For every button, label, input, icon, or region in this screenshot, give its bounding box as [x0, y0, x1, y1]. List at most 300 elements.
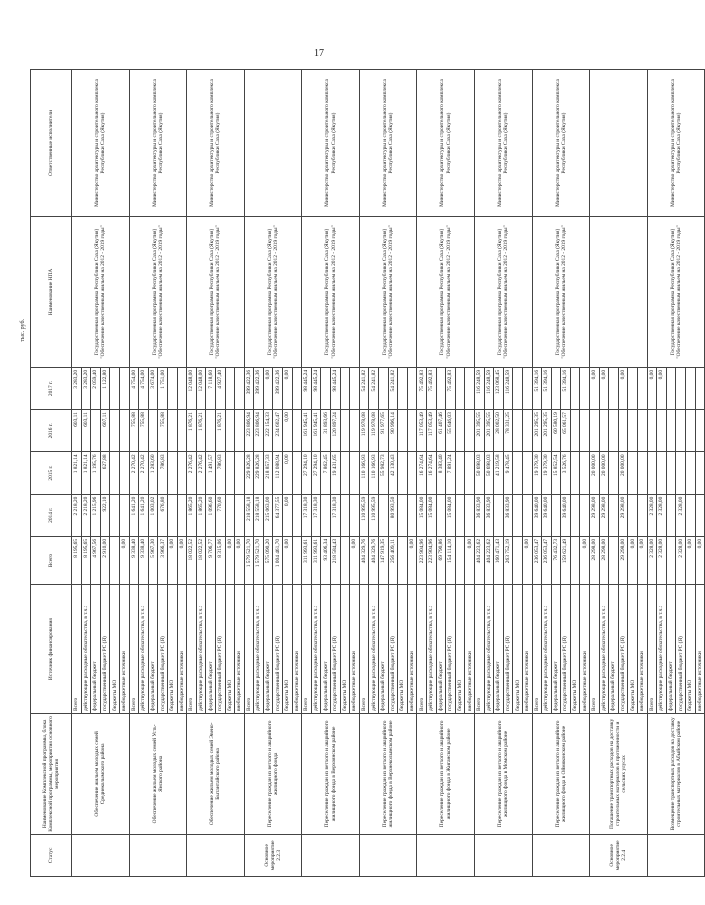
value-cell [321, 367, 331, 409]
source-cell: государственный бюджет РС (Я) [158, 585, 168, 714]
value-cell: 9 338,40 [129, 536, 139, 584]
value-cell [638, 494, 648, 536]
value-cell: 0,00 [283, 452, 293, 494]
value-cell [666, 410, 676, 452]
npa-cell: Государственная программа Республики Саха (Якутия) "Обеспечение качественным жильем на 2012 - 2019 годы" [532, 217, 590, 368]
value-cell: 78 331,25 [503, 410, 513, 452]
value-cell: 2 270,42 [129, 452, 139, 494]
source-cell: Всего [417, 585, 427, 714]
value-cell: 147 919,35 [379, 536, 389, 584]
value-cell: 218 558,18 [244, 494, 254, 536]
value-cell [609, 536, 619, 584]
value-cell [666, 367, 676, 409]
responsible-cell: Министерство архитектуры и строительного комплекса Республики Саха (Якутия) [474, 70, 532, 217]
status-cell [359, 834, 417, 876]
value-cell: 2 276,42 [196, 452, 206, 494]
value-cell: 29 298,00 [599, 494, 609, 536]
measure-name-cell: Возмещение транспортных расходов на доставку строительных материалов в Абыйском районе [647, 714, 705, 835]
value-cell [513, 367, 523, 409]
value-cell: 91 977,65 [379, 410, 389, 452]
value-cell: 5 967,30 [148, 536, 158, 584]
source-cell: Всего [302, 585, 312, 714]
value-cell: 17 318,30 [311, 494, 321, 536]
value-cell: 4 754,00 [139, 367, 149, 409]
value-cell [465, 410, 475, 452]
value-cell [513, 536, 523, 584]
value-cell: 676,80 [158, 494, 168, 536]
source-cell: действующие расходные обязательства, в т.ч.: [254, 585, 264, 714]
value-cell: 160 471,43 [494, 536, 504, 584]
source-cell: действующие расходные обязательства, в т.ч.: [426, 585, 436, 714]
source-cell: федеральный бюджет [379, 585, 389, 714]
value-cell: 770,60 [215, 494, 225, 536]
value-cell [119, 410, 129, 452]
value-cell: 0,00 [465, 536, 475, 584]
value-cell [666, 536, 676, 584]
source-cell: действующие расходные обязательства, в т.ч.: [657, 585, 667, 714]
value-cell: 1 215,96 [91, 494, 101, 536]
value-cell: 98 445,24 [311, 367, 321, 409]
value-cell: 15 084,00 [446, 494, 456, 536]
source-cell: действующие расходные обязательства, в т.ч.: [196, 585, 206, 714]
value-cell [398, 367, 408, 409]
value-cell: 3 674,00 [148, 367, 158, 409]
value-cell: 54 241,82 [359, 367, 369, 409]
value-cell: 2 276,42 [187, 452, 197, 494]
status-cell [532, 834, 590, 876]
value-cell: 1 641,20 [139, 494, 149, 536]
source-cell: федеральный бюджет [494, 585, 504, 714]
value-cell: 7 891,24 [446, 452, 456, 494]
value-cell: 0,00 [263, 367, 273, 409]
value-cell [177, 367, 187, 409]
value-cell: 215 063,00 [263, 494, 273, 536]
source-cell: внебюджетные источники [465, 585, 475, 714]
value-cell [407, 494, 417, 536]
status-cell [187, 834, 245, 876]
source-cell: Всего [244, 585, 254, 714]
value-cell: 8 195,65 [72, 536, 82, 584]
measure-name-cell: Переселение граждан из ветхого и аварийного жилищного фонда в Жиганском районе [417, 714, 475, 835]
value-cell: 17 318,30 [302, 494, 312, 536]
value-cell: 2 059,40 [91, 367, 101, 409]
source-cell: государственный бюджет РС (Я) [273, 585, 283, 714]
value-cell [110, 367, 120, 409]
value-cell: 39 640,00 [561, 494, 571, 536]
value-cell [350, 452, 360, 494]
value-cell: 755,88 [139, 410, 149, 452]
value-cell: 218 558,18 [254, 494, 264, 536]
value-cell: 2 328,00 [676, 494, 686, 536]
value-cell: 8 315,06 [215, 536, 225, 584]
value-cell: 65 061,57 [561, 410, 571, 452]
header-name: Наименование Комплексной программы, блока Комплексной программы, мероприятия основного мероприятия [31, 714, 72, 835]
value-cell [695, 452, 705, 494]
value-cell: 0,00 [657, 367, 667, 409]
value-cell: 12 048,00 [196, 367, 206, 409]
value-cell: 1 579 521,70 [254, 536, 264, 584]
value-cell: 223 806,94 [254, 410, 264, 452]
value-cell: 36 833,90 [474, 494, 484, 536]
value-cell [398, 452, 408, 494]
value-cell: 19 379,30 [542, 452, 552, 494]
value-cell [340, 367, 350, 409]
npa-cell: Государственная программа Республики Саха (Якутия) "Обеспечение качественным жильем на 2012 - 2019 годы" [72, 217, 130, 368]
value-cell [167, 410, 177, 452]
value-cell: 7 862,45 [321, 452, 331, 494]
responsible-cell: Министерство архитектуры и строительного комплекса Республики Саха (Якутия) [72, 70, 130, 217]
source-cell: бюджеты МО [513, 585, 523, 714]
value-cell [628, 410, 638, 452]
value-cell: 0,00 [590, 367, 600, 409]
value-cell [522, 452, 532, 494]
value-cell: 1 865,20 [196, 494, 206, 536]
value-cell: 627,88 [100, 452, 110, 494]
value-cell: 603,11 [81, 410, 91, 452]
value-cell: 1 491,57 [206, 452, 216, 494]
source-cell: государственный бюджет РС (Я) [618, 585, 628, 714]
value-cell: 110 995,59 [369, 494, 379, 536]
value-cell [580, 410, 590, 452]
value-cell: 20 000,00 [618, 452, 628, 494]
value-cell [292, 452, 302, 494]
value-cell [465, 367, 475, 409]
source-cell: федеральный бюджет [206, 585, 216, 714]
value-cell [167, 494, 177, 536]
table-row [302, 70, 312, 877]
value-cell: 922,10 [100, 494, 110, 536]
value-cell [407, 410, 417, 452]
source-cell: внебюджетные источники [638, 585, 648, 714]
value-cell [350, 410, 360, 452]
value-cell: 39 640,00 [532, 494, 542, 536]
source-cell: федеральный бюджет [91, 585, 101, 714]
value-cell: 404 329,76 [369, 536, 379, 584]
value-cell: 4 927,40 [215, 367, 225, 409]
header-npa: Наименование НПА [31, 217, 72, 368]
value-cell: 17 318,30 [331, 494, 341, 536]
value-cell: 19 431,65 [331, 452, 341, 494]
responsible-cell: Министерство архитектуры и строительного комплекса Республики Саха (Якутия) [359, 70, 417, 217]
value-cell [350, 494, 360, 536]
value-cell: 123 068,45 [494, 367, 504, 409]
value-cell [177, 452, 187, 494]
value-cell: 1 641,20 [129, 494, 139, 536]
unit-caption: тыс. руб. [20, 319, 26, 342]
table-row [359, 70, 369, 877]
table-row [417, 70, 427, 877]
value-cell: 27 294,10 [311, 452, 321, 494]
source-cell: бюджеты МО [570, 585, 580, 714]
responsible-cell [590, 70, 648, 217]
source-cell: бюджеты МО [283, 585, 293, 714]
value-cell [570, 367, 580, 409]
value-cell [177, 494, 187, 536]
status-cell [302, 834, 360, 876]
table-row [72, 70, 82, 877]
source-cell: Всего [590, 585, 600, 714]
value-cell: 1 876,21 [187, 410, 197, 452]
value-cell [119, 452, 129, 494]
value-cell: 161 945,41 [302, 410, 312, 452]
value-cell: 15 084,00 [426, 494, 436, 536]
source-cell: внебюджетные источники [522, 585, 532, 714]
value-cell [513, 452, 523, 494]
value-cell: 18 022,52 [187, 536, 197, 584]
value-cell: 29 298,00 [618, 494, 628, 536]
value-cell [110, 536, 120, 584]
npa-cell: Государственная программа Республики Саха (Якутия) "Обеспечение качественным жильем на 2012 - 2019 годы" [129, 217, 187, 368]
value-cell [695, 410, 705, 452]
value-cell: 399 422,36 [273, 367, 283, 409]
value-cell [148, 410, 158, 452]
value-cell [167, 452, 177, 494]
value-cell: 399 422,36 [254, 367, 264, 409]
value-cell [686, 452, 696, 494]
source-cell: государственный бюджет РС (Я) [331, 585, 341, 714]
value-cell [666, 452, 676, 494]
source-cell: государственный бюджет РС (Я) [215, 585, 225, 714]
value-cell: 51 394,16 [561, 367, 571, 409]
value-cell: 116 248,59 [484, 367, 494, 409]
value-cell: 159 621,49 [561, 536, 571, 584]
source-cell: действующие расходные обязательства, в т.ч.: [542, 585, 552, 714]
value-cell: 229 826,28 [244, 452, 254, 494]
value-cell: 1 865,20 [187, 494, 197, 536]
value-cell [235, 410, 245, 452]
responsible-cell [244, 70, 302, 217]
value-cell: 0,00 [407, 536, 417, 584]
table-row [129, 70, 139, 877]
value-cell: 311 993,61 [311, 536, 321, 584]
npa-cell: Государственная программа Республики Саха (Якутия) "Обеспечение качественным жильем на 2012 - 2019 годы" [187, 217, 245, 368]
value-cell: 4 754,00 [129, 367, 139, 409]
value-cell: 12 048,00 [187, 367, 197, 409]
header-2014: 2014 г. [31, 494, 72, 536]
value-cell [455, 494, 465, 536]
source-cell: Всего [359, 585, 369, 714]
value-cell: 201 295,35 [542, 410, 552, 452]
value-cell: 3 283,20 [72, 367, 82, 409]
value-cell: 3 966,37 [158, 536, 168, 584]
status-cell: Основное мероприятие 2.2.4 [590, 834, 648, 876]
measure-name-cell: Обеспечение жильем молодых семей Усть-Янского района [129, 714, 187, 835]
source-cell: бюджеты МО [110, 585, 120, 714]
source-cell: действующие расходные обязательства, в т.ч.: [311, 585, 321, 714]
value-cell [235, 452, 245, 494]
value-cell [177, 410, 187, 452]
value-cell: 42 130,43 [388, 452, 398, 494]
page-number: 17 [314, 48, 324, 59]
value-cell: 0,00 [235, 536, 245, 584]
status-cell [417, 834, 475, 876]
value-cell: 1 751,00 [158, 367, 168, 409]
status-cell [474, 834, 532, 876]
value-cell: 1 003,02 [148, 494, 158, 536]
source-cell: Всего [129, 585, 139, 714]
source-cell: государственный бюджет РС (Я) [676, 585, 686, 714]
value-cell [340, 536, 350, 584]
value-cell [436, 367, 446, 409]
value-cell: 29 298,00 [590, 494, 600, 536]
value-cell: 1 876,21 [196, 410, 206, 452]
value-cell: 201 395,55 [484, 410, 494, 452]
value-cell: 75 492,83 [446, 367, 456, 409]
value-cell: 0,00 [283, 367, 293, 409]
table-row [187, 70, 197, 877]
value-cell: 80 993,50 [388, 494, 398, 536]
value-cell [609, 410, 619, 452]
value-cell: 1 122,80 [100, 367, 110, 409]
value-cell [398, 410, 408, 452]
header-2017: 2017 г. [31, 367, 72, 409]
value-cell: 51 394,16 [542, 367, 552, 409]
value-cell [206, 410, 216, 452]
value-cell: 8 195,65 [81, 536, 91, 584]
source-cell: действующие расходные обязательства, в т.ч.: [139, 585, 149, 714]
value-cell: 36 833,90 [503, 494, 513, 536]
value-cell [110, 494, 120, 536]
source-cell: бюджеты МО [225, 585, 235, 714]
value-cell: 0,00 [283, 494, 293, 536]
npa-cell: Государственная программа Республики Саха (Якутия) "Обеспечение качественным жильем на 2012 - 2019 годы" [244, 217, 302, 368]
value-cell: 60 580,19 [551, 410, 561, 452]
table-body [72, 70, 705, 877]
value-cell: 311 993,61 [302, 536, 312, 584]
source-cell: действующие расходные обязательства, в т.ч.: [369, 585, 379, 714]
value-cell [628, 494, 638, 536]
value-cell: 0,00 [628, 536, 638, 584]
value-cell: 218 584,43 [331, 536, 341, 584]
value-cell [119, 367, 129, 409]
source-cell: внебюджетные источники [695, 585, 705, 714]
value-cell [110, 410, 120, 452]
value-cell [225, 367, 235, 409]
source-cell: бюджеты МО [628, 585, 638, 714]
source-cell: государственный бюджет РС (Я) [388, 585, 398, 714]
header-row [31, 70, 72, 877]
npa-cell: Государственная программа Республики Саха (Якутия) "Обеспечение качественным жильем на 2012 - 2019 годы" [474, 217, 532, 368]
header-responsible: Ответственные исполнители [31, 70, 72, 217]
source-cell: действующие расходные обязательства, в т.ч.: [484, 585, 494, 714]
value-cell: 223 806,94 [244, 410, 254, 452]
value-cell: 55 982,73 [379, 452, 389, 494]
value-cell: 50 698,03 [474, 452, 484, 494]
value-cell: 28 298,00 [590, 536, 600, 584]
value-cell: 28 298,00 [599, 536, 609, 584]
value-cell: 50 698,03 [484, 452, 494, 494]
responsible-cell: Министерство архитектуры и строительного комплекса Республики Саха (Якутия) [532, 70, 590, 217]
status-cell: Основное мероприятие 2.2.3 [244, 834, 302, 876]
value-cell: 54 241,82 [369, 367, 379, 409]
value-cell: 786,83 [158, 452, 168, 494]
npa-cell: Государственная программа Республики Саха (Якутия) "Обеспечение качественным жильем на 2012 - 2019 годы" [359, 217, 417, 368]
source-cell: государственный бюджет РС (Я) [446, 585, 456, 714]
source-cell: бюджеты МО [340, 585, 350, 714]
value-cell: 223 904,96 [426, 536, 436, 584]
value-cell [570, 494, 580, 536]
value-cell [522, 410, 532, 452]
table-row [647, 70, 657, 877]
value-cell: 1 579 521,70 [244, 536, 254, 584]
value-cell: 2 218,20 [81, 494, 91, 536]
value-cell: 116 248,59 [474, 367, 484, 409]
header-total: Всего [31, 536, 72, 584]
value-cell: 0,00 [647, 367, 657, 409]
value-cell: 117 053,49 [417, 410, 427, 452]
source-cell: федеральный бюджет [666, 585, 676, 714]
value-cell: 39 640,00 [542, 494, 552, 536]
value-cell: 0,00 [283, 536, 293, 584]
value-cell [618, 410, 628, 452]
responsible-cell: Министерство архитектуры и строительного комплекса Республики Саха (Якутия) [417, 70, 475, 217]
value-cell: 256 409,11 [388, 536, 398, 584]
value-cell [225, 452, 235, 494]
source-cell: внебюджетные источники [580, 585, 590, 714]
value-cell [609, 367, 619, 409]
value-cell: 755,88 [158, 410, 168, 452]
source-cell: федеральный бюджет [263, 585, 273, 714]
value-cell [676, 367, 686, 409]
measure-name-cell: Переселение граждан из ветхого и аварийного жилищного фонда в Момском районе [474, 714, 532, 835]
value-cell [235, 367, 245, 409]
value-cell [686, 410, 696, 452]
value-cell: 19 379,30 [532, 452, 542, 494]
value-cell: 15 084,00 [417, 494, 427, 536]
value-cell [436, 494, 446, 536]
value-cell [522, 367, 532, 409]
value-cell: 404 223,62 [474, 536, 484, 584]
value-cell [292, 410, 302, 452]
value-cell: 234 602,47 [273, 410, 283, 452]
value-cell: 1 821,14 [72, 452, 82, 494]
value-cell [657, 410, 667, 452]
header-2015: 2015 г. [31, 452, 72, 494]
npa-cell: Государственная программа Республики Саха (Якутия) "Обеспечение качественным жильем на 2012 - 2019 годы" [647, 217, 705, 368]
value-cell: 20 000,00 [599, 452, 609, 494]
value-cell [657, 452, 667, 494]
value-cell: 229 826,28 [254, 452, 264, 494]
value-cell: 9 338,40 [139, 536, 149, 584]
value-cell [522, 494, 532, 536]
table-row [474, 70, 484, 877]
value-cell: 404 223,62 [484, 536, 494, 584]
value-cell [379, 367, 389, 409]
value-cell: 76 432,73 [551, 536, 561, 584]
value-cell: 2 328,00 [676, 536, 686, 584]
value-cell: 161 945,41 [311, 410, 321, 452]
value-cell: 0,00 [695, 536, 705, 584]
value-cell: 20 000,00 [590, 452, 600, 494]
value-cell: 2 328,00 [647, 536, 657, 584]
value-cell: 2 328,00 [647, 494, 657, 536]
value-cell [570, 452, 580, 494]
value-cell [292, 494, 302, 536]
source-cell: Всего [72, 585, 82, 714]
value-cell [676, 410, 686, 452]
value-cell: 1 876,21 [215, 410, 225, 452]
source-cell: внебюджетные источники [177, 585, 187, 714]
value-cell [638, 367, 648, 409]
value-cell: 119 978,08 [359, 410, 369, 452]
value-cell [647, 452, 657, 494]
measure-name-cell: Обеспечение жильем молодых семей Среднеколымского района [72, 714, 130, 835]
value-cell [407, 367, 417, 409]
value-cell: 31 893,66 [321, 410, 331, 452]
value-cell: 54 241,82 [388, 367, 398, 409]
responsible-cell: Министерство архитектуры и строительного комплекса Республики Саха (Якутия) [187, 70, 245, 217]
value-cell [628, 452, 638, 494]
